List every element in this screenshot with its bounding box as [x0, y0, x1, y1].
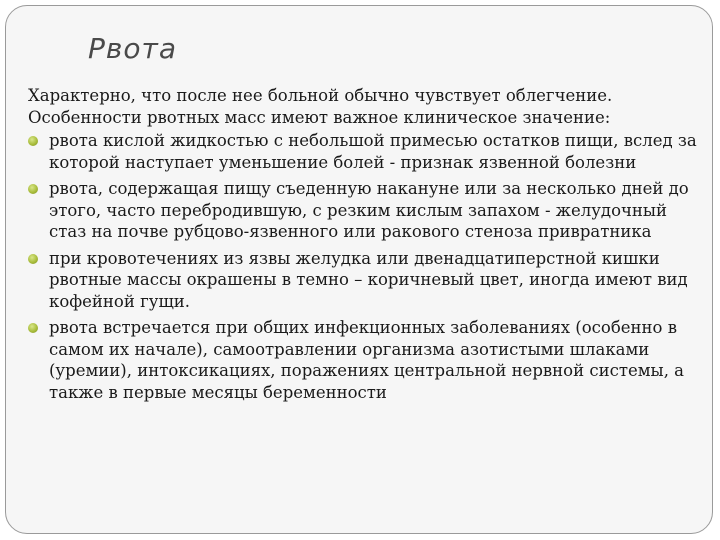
bullet-icon [28, 184, 38, 194]
list-item [28, 248, 704, 313]
slide [5, 5, 713, 534]
slide-title: Рвота [88, 32, 177, 65]
bullet-text: рвота, содержащая пищу съеденную накануне или за несколько дней до этого, часто перебродившую, с резким кислым запахом - желудочный стаз на почве рубцово-язвенного или ракового стеноза привратника [49, 179, 689, 241]
bullet-icon [28, 136, 38, 146]
list-item [28, 178, 704, 243]
bullet-text: при кровотечениях из язвы желудка или двенадцатиперстной кишки рвотные массы окрашены в темно – коричневый цвет, иногда имеют вид кофейной гущи. [49, 248, 688, 311]
bullet-text: рвота кислой жидкостью с небольшой примесью остатков пищи, вслед за которой наступает уменьшение болей - признак язвенной болезни [49, 131, 697, 172]
list-item [28, 317, 704, 403]
bullet-text: рвота встречается при общих инфекционных заболеваниях (особенно в самом их начале), самоотравлении организма азотистыми шлаками (уремии), интоксикациях, поражениях центральной нервной системы, а также в первые месяцы беременности [49, 318, 685, 402]
intro-line-1: Характерно, что после нее больной обычно чувствует облегчение. [28, 86, 613, 105]
bullet-icon [28, 254, 38, 264]
slide-content [28, 85, 704, 408]
bullet-icon [28, 323, 38, 333]
intro-text [28, 85, 704, 128]
bullet-list [28, 130, 704, 403]
intro-line-2: Особенности рвотных масс имеют важное клиническое значение: [28, 107, 611, 127]
list-item [28, 130, 704, 173]
